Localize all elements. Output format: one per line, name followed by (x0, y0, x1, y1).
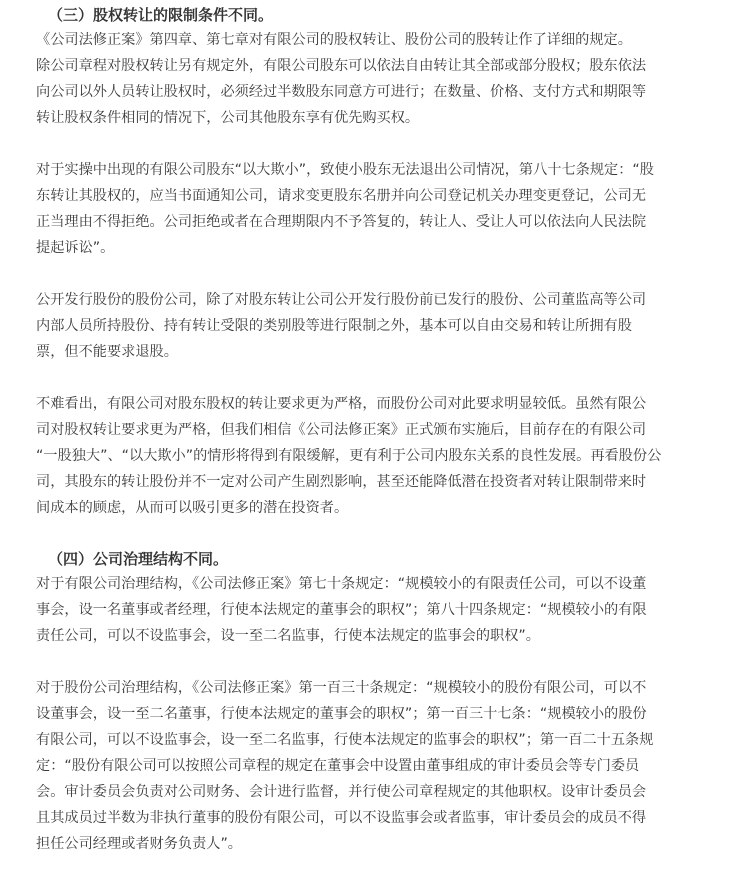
text-line: 东转让其股权的，应当书面通知公司，请求变更股东名册并向公司登记机关办理变更登记，公司无 (36, 188, 647, 204)
text-line: 《公司法修正案》第四章、第七章对有限公司的股权转让、股份公司的股转让作了详细的规定。 (36, 32, 632, 48)
text-line: 正当理由不得拒绝。公司拒绝或者在合理期限内不予答复的，转让人、受让人可以依法向人民法院 (36, 214, 647, 230)
text-line: 间成本的顾虑，从而可以吸引更多的潜在投资者。 (36, 500, 349, 516)
section-3-paragraph-3 (36, 287, 706, 365)
section-4-heading: （四）公司治理结构不同。 (48, 550, 229, 568)
section-3-paragraph-2 (36, 157, 706, 261)
text-line: 定：“股份有限公司可以按照公司章程的规定在董事会中设置由董事组成的审计委员会等专门委员 (36, 758, 640, 774)
text-line: 不难看出，有限公司对股东股权的转让要求更为严格，而股份公司对此要求明显较低。虽然有限公 (36, 396, 647, 412)
text-line: 设董事会，设一至二名董事，行使本法规定的董事会的职权”；第一百三十七条：“规模较小的股份 (36, 706, 647, 722)
text-line: 对于有限公司治理结构，《公司法修正案》第七十条规定：“规模较小的有限责任公司，可以不设董 (36, 576, 647, 592)
text-line: 向公司以外人员转让股权时，必须经过半数股东同意方可进行；在数量、价格、支付方式和期限等 (36, 84, 647, 100)
text-line: 担任公司经理或者财务负责人”。 (36, 836, 242, 852)
text-line: 对于股份公司治理结构，《公司法修正案》第一百三十条规定：“规模较小的股份有限公司，可以不 (36, 680, 647, 696)
section-3-heading: （三）股权转让的限制条件不同。 (48, 6, 274, 24)
section-3-paragraph-1 (36, 27, 706, 131)
text-line: 公开发行股份的股份公司，除了对股东转让公司公开发行股份前已发行的股份、公司董监高等公司 (36, 292, 647, 308)
section-3-paragraph-4 (36, 391, 706, 521)
text-line: 司，其股东的转让股份并不一定对公司产生剧烈影响，甚至还能降低潜在投资者对转让限制带来时 (36, 474, 647, 490)
text-line: 对于实操中出现的有限公司股东“以大欺小”，致使小股东无法退出公司情况，第八十七条规定：“股 (36, 162, 654, 178)
text-line: 提起诉讼”。 (36, 240, 115, 256)
text-line: 司对股权转让要求更为严格，但我们相信《公司法修正案》正式颁布实施后，目前存在的有限公司 (36, 422, 647, 438)
text-line: 转让股权条件相同的情况下，公司其他股东享有优先购买权。 (36, 110, 420, 126)
text-line: 且其成员过半数为非执行董事的股份有限公司，可以不设监事会或者监事，审计委员会的成员不得 (36, 810, 647, 826)
text-line: 票，但不能要求退股。 (36, 344, 178, 360)
article-body (36, 0, 706, 857)
text-line: 除公司章程对股权转让另有规定外，有限公司股东可以依法自由转让其全部或部分股权；股东依法 (36, 58, 647, 74)
text-line: 内部人员所持股份、持有转让受限的类别股等进行限制之外，基本可以自由交易和转让所拥有股 (36, 318, 632, 334)
text-line: 责任公司，可以不设监事会，设一至二名监事，行使本法规定的监事会的职权”。 (36, 628, 540, 644)
text-line: 有限公司，可以不设监事会，设一至二名监事，行使本法规定的监事会的职权”；第一百二十五条规 (36, 732, 654, 748)
text-line: “一股独大”、“以大欺小”的情形将得到有限缓解，更有利于公司内股东关系的良性发展。再看股份公 (36, 448, 662, 464)
section-4-paragraph-1 (36, 571, 706, 649)
text-line: 事会，设一名董事或者经理，行使本法规定的董事会的职权”；第八十四条规定：“规模较小的有限 (36, 602, 647, 618)
section-4-paragraph-2 (36, 675, 706, 857)
text-line: 会。审计委员会负责对公司财务、会计进行监督，并行使公司章程规定的其他职权。设审计委员会 (36, 784, 647, 800)
